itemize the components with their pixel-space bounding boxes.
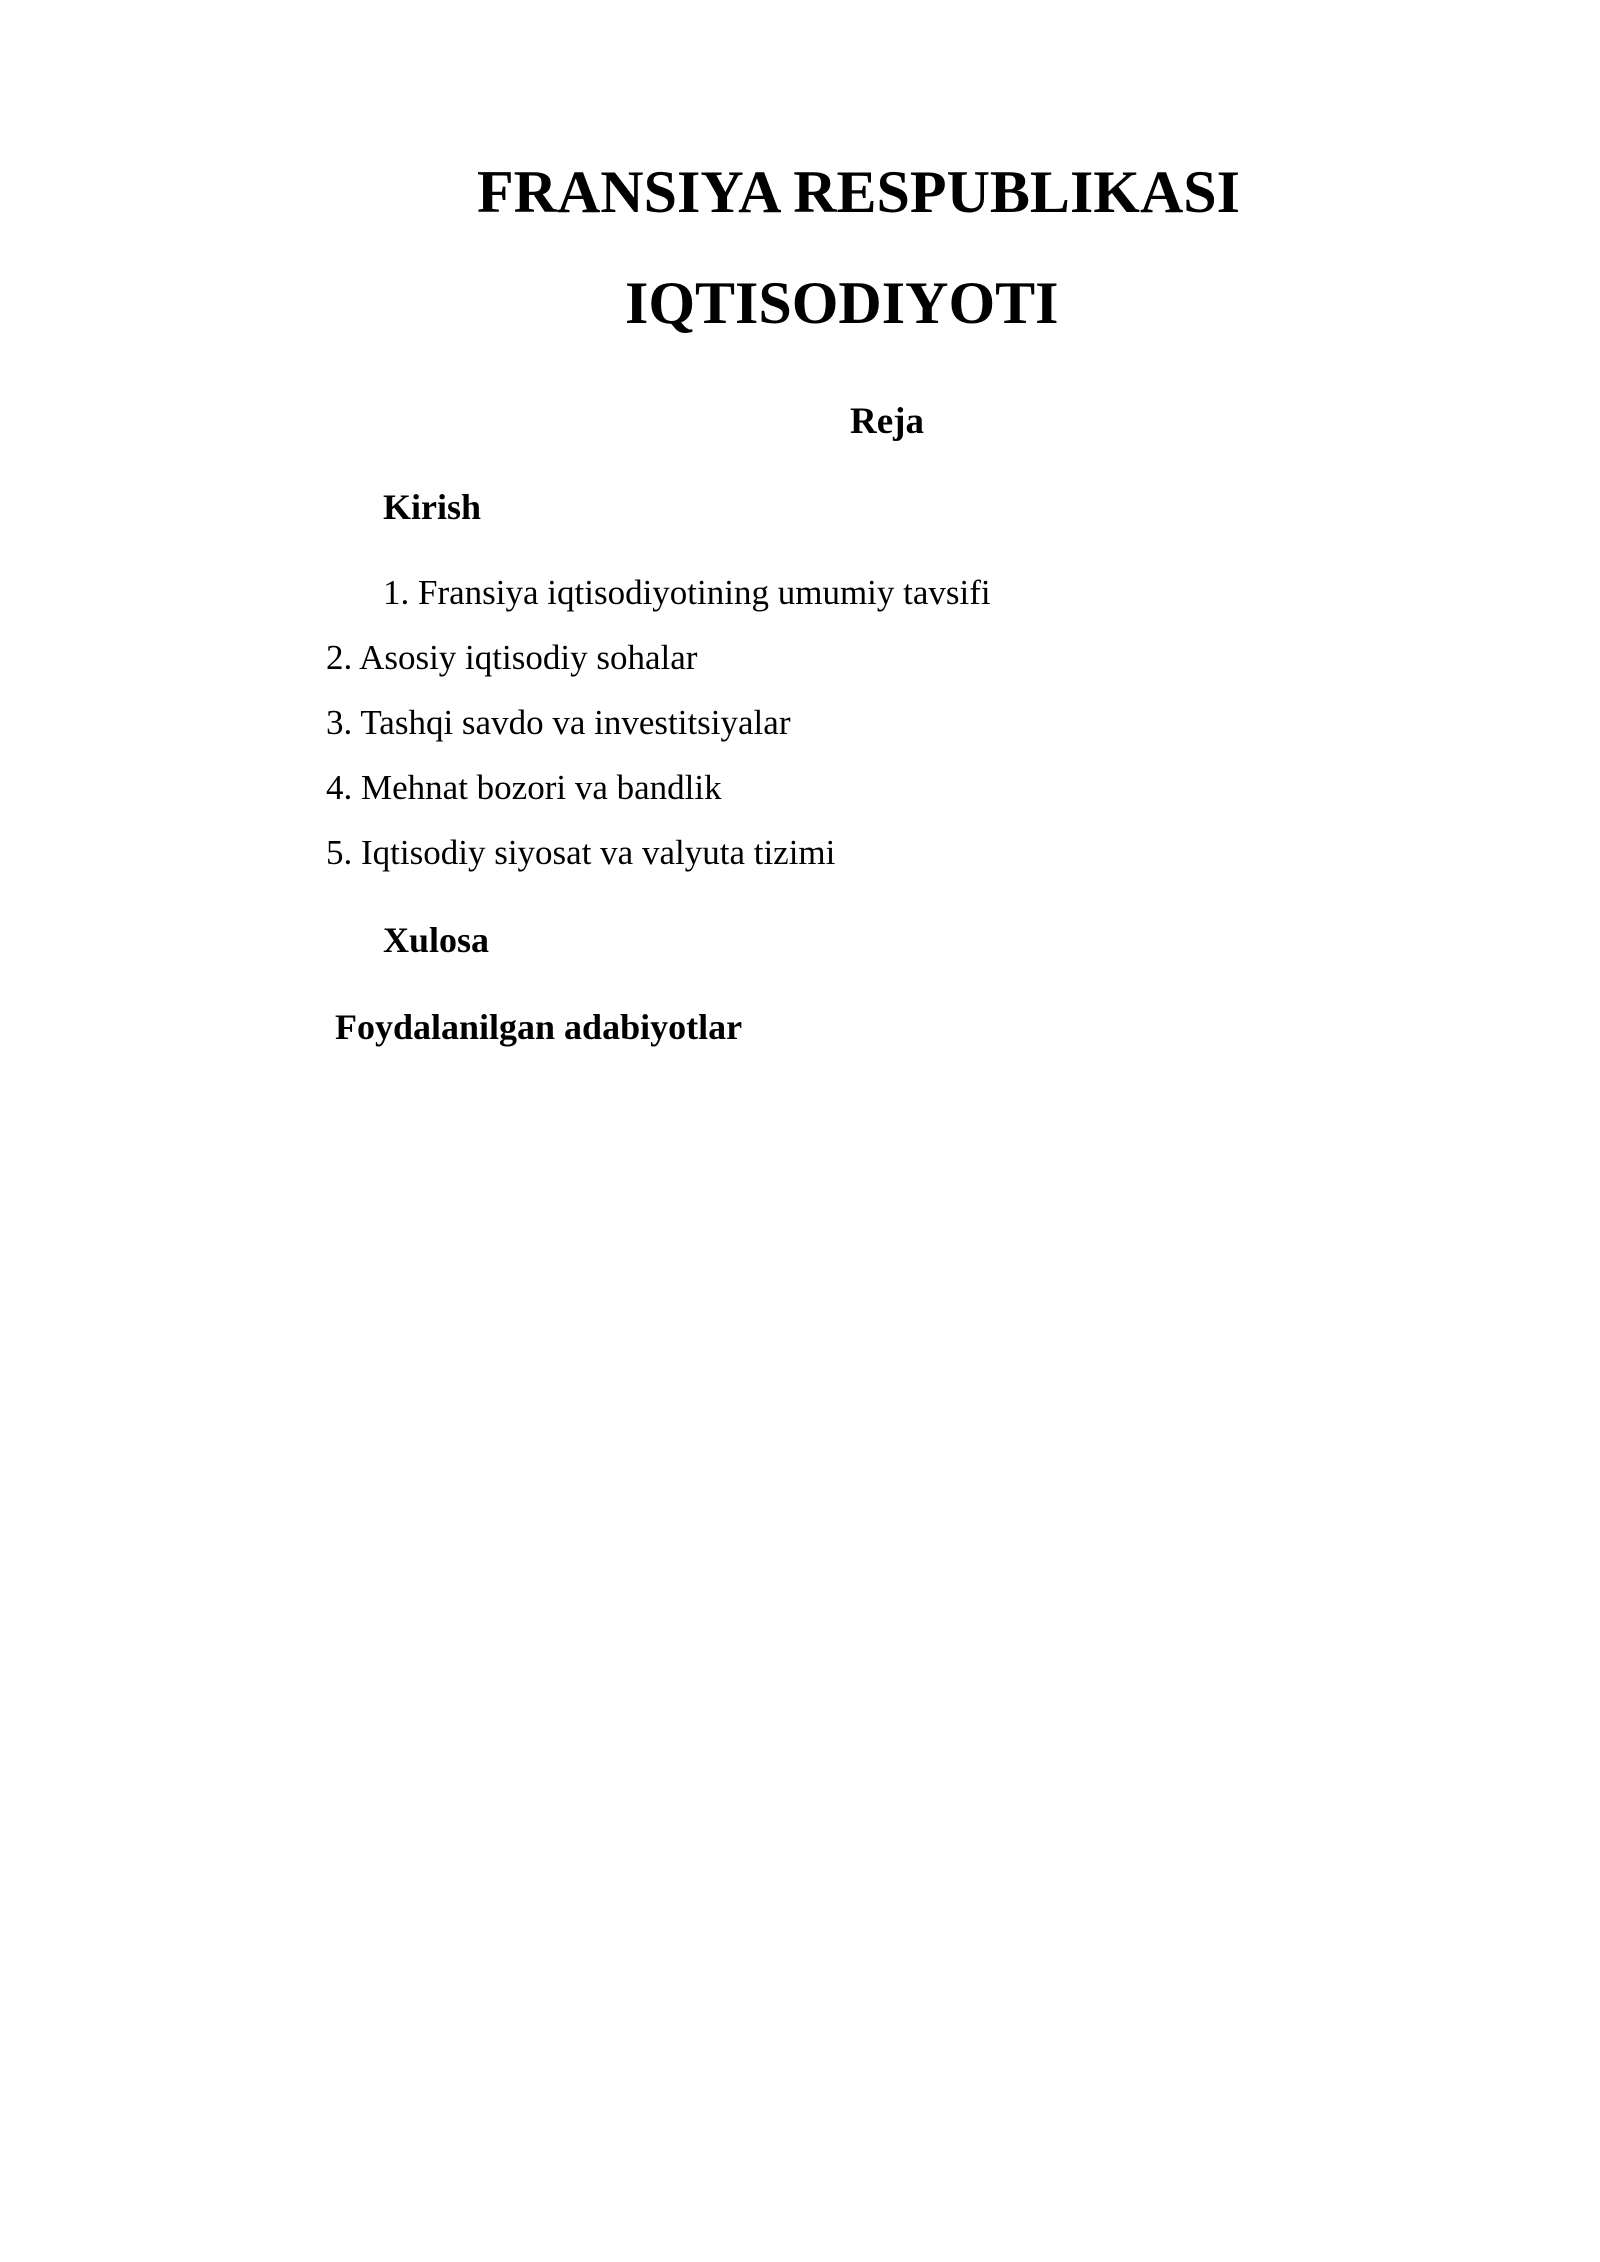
plan-item-3: 3. Tashqi savdo va investitsiyalar [326,703,791,742]
plan-heading: Reja [850,401,924,442]
document-title-line-2: IQTISODIYOTI [625,270,1059,336]
plan-item-conclusion: Xulosa [383,920,490,960]
plan-item-2: 2. Asosiy iqtisodiy sohalar [326,638,698,677]
plan-item-5: 5. Iqtisodiy siyosat va valyuta tizimi [326,833,836,872]
plan-item-references: Foydalanilgan adabiyotlar [335,1007,743,1047]
document-title-line-1: FRANSIYA RESPUBLIKASI [477,159,1241,225]
plan-item-4: 4. Mehnat bozori va bandlik [326,768,722,807]
plan-item-introduction: Kirish [383,487,482,527]
plan-item-1: 1. Fransiya iqtisodiyotining umumiy tavsifi [383,573,991,612]
